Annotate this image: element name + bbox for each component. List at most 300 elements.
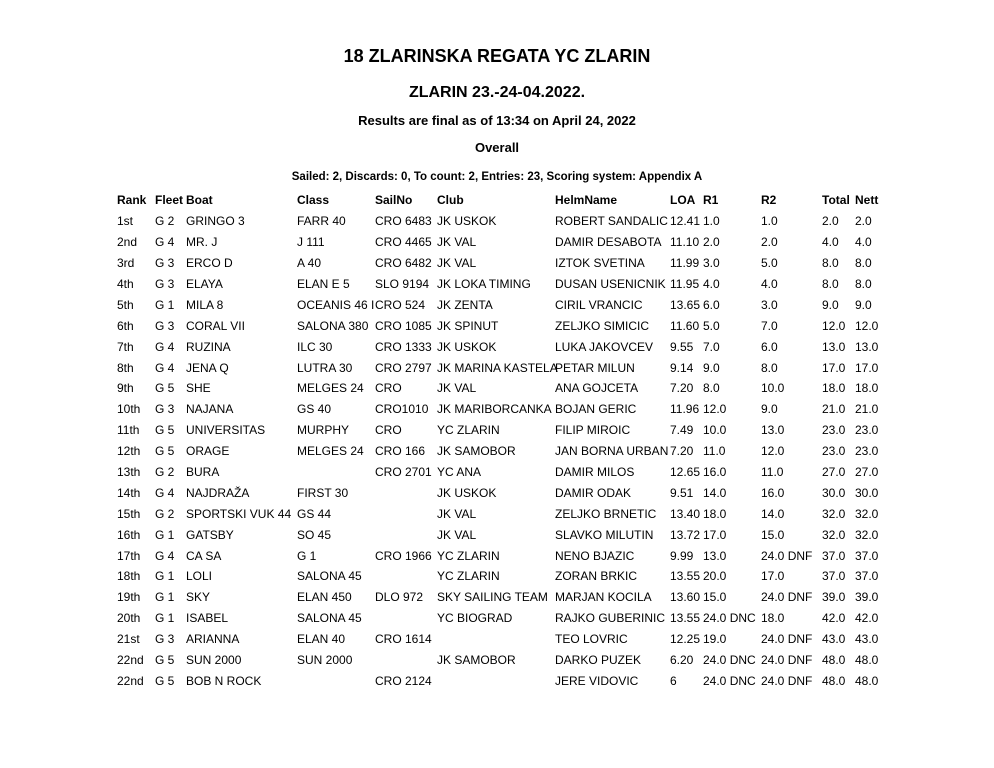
column-header-rank: Rank [117,193,147,208]
table-row [117,378,885,399]
cell-loa: 6 [670,673,677,688]
column-header-helmname: HelmName [555,193,618,208]
cell-nett: 27.0 [855,465,879,480]
cell-r2: 10.0 [761,381,785,396]
cell-club: JK SPINUT [437,318,499,333]
cell-sailno: CRO [375,423,402,438]
cell-fleet: G 3 [155,632,175,647]
cell-loa: 13.65 [670,297,701,312]
cell-class: ELAN E 5 [297,277,350,291]
cell-boat: SUN 2000 [186,653,242,668]
cell-club: JK USKOK [437,485,497,500]
cell-loa: 9.14 [670,360,694,375]
cell-sailno: CRO 1085 [375,318,432,333]
table-row [117,608,885,629]
cell-loa: 6.20 [670,653,694,668]
cell-class [297,462,375,483]
cell-class: OCEANIS 46 I [297,297,375,312]
cell-fleet: G 5 [155,673,175,688]
cell-r2: 24.0 DNF [761,548,813,563]
cell-boat: MR. J [186,235,218,250]
cell-rank: 3rd [117,256,135,271]
scoring-summary-line: Sailed: 2, Discards: 0, To count: 2, Entries: 23, Scoring system: Appendix A [291,171,703,183]
cell-helmname: CIRIL VRANCIC [555,297,643,312]
cell-r2: 8.0 [761,360,778,375]
cell-sailno [375,650,437,671]
table-row [117,441,885,462]
cell-loa: 11.95 [670,277,700,291]
cell-r2: 14.0 [761,506,785,521]
cell-fleet: G 5 [155,444,175,459]
cell-club: JK LOKA TIMING [437,277,531,291]
results-final-status: Results are final as of 13:34 on April 24, 2022 [358,113,636,128]
cell-r1: 1.0 [703,214,720,229]
table-row [117,670,885,691]
cell-r1: 12.0 [703,402,727,417]
cell-boat: SKY [186,590,211,605]
cell-fleet: G 1 [155,527,175,542]
cell-nett: 13.0 [855,339,879,354]
cell-sailno [375,482,437,503]
column-header-club: Club [437,193,464,208]
cell-helmname: ROBERT SANDALIC [555,214,668,229]
cell-club: JK VAL [437,256,477,271]
cell-boat: GRINGO 3 [186,214,245,229]
cell-r1: 6.0 [703,297,720,312]
cell-boat: SHE [186,381,211,396]
results-table [117,190,885,691]
cell-r2: 24.0 DNF [761,632,813,647]
cell-boat: BURA [186,465,220,480]
cell-r2: 24.0 DNF [761,673,813,688]
cell-sailno [375,503,437,524]
cell-fleet: G 3 [155,277,175,291]
cell-total: 48.0 [822,673,846,688]
cell-rank: 6th [117,318,134,333]
cell-loa: 11.60 [670,318,700,333]
cell-rank: 15th [117,506,141,521]
cell-boat: ERCO D [186,256,233,271]
cell-total: 48.0 [822,653,846,668]
section-heading-overall: Overall [474,140,520,155]
cell-fleet: G 5 [155,423,175,438]
cell-rank: 10th [117,402,141,417]
cell-loa: 9.99 [670,548,694,563]
cell-club: YC ZLARIN [437,548,500,563]
cell-loa: 13.60 [670,590,701,605]
cell-helmname: ZELJKO SIMICIC [555,318,650,333]
cell-total: 17.0 [822,360,846,375]
cell-r1: 5.0 [703,318,720,333]
cell-helmname: BOJAN GERIC [555,402,637,417]
cell-rank: 4th [117,277,134,291]
cell-sailno: CRO 1333 [375,339,432,354]
cell-r2: 16.0 [761,485,785,500]
cell-boat: ELAYA [186,277,223,291]
cell-r1: 19.0 [703,632,727,647]
cell-total: 9.0 [822,297,839,312]
cell-r2: 13.0 [761,423,785,438]
cell-class: MELGES 24 [297,444,364,459]
cell-helmname: ZORAN BRKIC [555,569,638,584]
cell-rank: 5th [117,297,134,312]
cell-helmname: JAN BORNA URBAN [555,444,669,459]
cell-helmname: IZTOK SVETINA [555,256,645,271]
column-header-nett: Nett [855,193,879,208]
column-header-fleet: Fleet [155,193,184,208]
cell-class: GS 40 [297,402,332,417]
cell-total: 27.0 [822,465,846,480]
cell-r1: 18.0 [703,506,727,521]
cell-loa: 12.41 [670,214,701,229]
cell-r1: 24.0 DNC [703,673,756,688]
cell-club: YC ZLARIN [437,423,500,438]
cell-club: JK ZENTA [437,297,493,312]
cell-boat: CA SA [186,548,222,563]
cell-nett: 30.0 [855,485,879,500]
table-row [117,545,885,566]
cell-fleet: G 1 [155,590,175,605]
cell-boat: ISABEL [186,611,229,626]
cell-nett: 32.0 [855,506,879,521]
cell-total: 23.0 [822,444,846,459]
cell-r2: 18.0 [761,611,785,626]
cell-sailno: CRO 4465 [375,235,432,250]
cell-loa: 9.55 [670,339,694,354]
cell-r2: 4.0 [761,277,778,291]
cell-r2: 24.0 DNF [761,590,813,605]
column-header-r1: R1 [703,193,719,208]
column-header-sailno: SailNo [375,193,413,208]
cell-total: 37.0 [822,569,846,584]
table-row [117,503,885,524]
cell-rank: 16th [117,527,141,542]
cell-nett: 8.0 [855,277,872,291]
cell-boat: GATSBY [186,527,234,542]
cell-club: JK VAL [437,527,477,542]
cell-helmname: PETAR MILUN [555,360,635,375]
cell-loa: 9.51 [670,485,694,500]
table-row [117,399,885,420]
cell-fleet: G 3 [155,256,175,271]
cell-club: JK SAMOBOR [437,444,516,459]
cell-r2: 3.0 [761,297,778,312]
cell-total: 39.0 [822,590,846,605]
cell-r1: 7.0 [703,339,720,354]
cell-sailno: CRO [375,381,402,396]
cell-r1: 20.0 [703,569,727,584]
cell-sailno: CRO 6482 [375,256,432,271]
cell-r2: 7.0 [761,318,778,333]
cell-total: 32.0 [822,506,846,521]
cell-sailno: CRO 1966 [375,548,432,563]
cell-r1: 9.0 [703,360,720,375]
cell-rank: 1st [117,214,134,229]
column-header-class: Class [297,193,330,208]
cell-club: JK SAMOBOR [437,653,516,668]
cell-class: MELGES 24 [297,381,364,396]
cell-club: JK VAL [437,235,477,250]
cell-boat: NAJDRAŽA [186,485,250,500]
cell-rank: 22nd [117,653,144,668]
cell-r1: 24.0 DNC [703,611,756,626]
cell-boat: JENA Q [186,360,229,375]
cell-r2: 5.0 [761,256,778,271]
cell-fleet: G 4 [155,360,175,375]
cell-nett: 43.0 [855,632,879,647]
cell-class: FARR 40 [297,214,346,229]
cell-loa: 7.20 [670,381,694,396]
cell-boat: ARIANNA [186,632,240,647]
cell-loa: 13.72 [670,527,701,542]
cell-nett: 42.0 [855,611,879,626]
table-row [117,294,885,315]
cell-loa: 7.49 [670,423,694,438]
cell-class [297,670,375,691]
cell-rank: 20th [117,611,141,626]
table-row [117,524,885,545]
cell-club [437,670,555,691]
cell-fleet: G 5 [155,653,175,668]
cell-helmname: RAJKO GUBERINIC [555,611,666,626]
cell-r1: 4.0 [703,277,720,291]
cell-nett: 23.0 [855,444,879,459]
cell-helmname: ZELJKO BRNETIC [555,506,657,521]
table-row [117,587,885,608]
cell-loa: 13.55 [670,569,701,584]
cell-boat: MILA 8 [186,297,224,312]
cell-nett: 4.0 [855,235,872,250]
cell-total: 12.0 [822,318,846,333]
cell-r2: 9.0 [761,402,778,417]
cell-nett: 23.0 [855,423,879,438]
cell-fleet: G 4 [155,339,175,354]
cell-loa: 13.40 [670,506,701,521]
cell-helmname: DARKO PUZEK [555,653,642,668]
cell-r2: 11.0 [761,465,784,480]
cell-sailno: CRO 524 [375,297,426,312]
cell-boat: SPORTSKI VUK 44 [186,506,292,521]
cell-helmname: DAMIR MILOS [555,465,635,480]
cell-rank: 17th [117,548,141,563]
cell-rank: 19th [117,590,141,605]
cell-loa: 12.65 [670,465,701,480]
cell-fleet: G 3 [155,318,175,333]
cell-nett: 18.0 [855,381,879,396]
cell-sailno: CRO1010 [375,402,429,417]
cell-total: 32.0 [822,527,846,542]
table-row [117,211,885,232]
cell-r2: 24.0 DNF [761,653,813,668]
cell-total: 37.0 [822,548,846,563]
cell-fleet: G 2 [155,214,175,229]
cell-class: ELAN 40 [297,632,346,647]
table-row [117,274,885,295]
cell-boat: ORAGE [186,444,230,459]
cell-r2: 17.0 [761,569,785,584]
cell-club: JK VAL [437,381,477,396]
cell-r1: 16.0 [703,465,727,480]
cell-class: MURPHY [297,423,350,438]
table-row [117,315,885,336]
cell-sailno: CRO 1614 [375,632,432,647]
cell-r1: 15.0 [703,590,727,605]
cell-helmname: ANA GOJCETA [555,381,639,396]
cell-nett: 12.0 [855,318,879,333]
table-row [117,650,885,671]
cell-r2: 12.0 [761,444,785,459]
cell-loa: 7.20 [670,444,694,459]
cell-rank: 7th [117,339,134,354]
cell-class: ELAN 450 [297,590,352,605]
cell-sailno: CRO 2701 [375,465,432,480]
cell-boat: UNIVERSITAS [186,423,266,438]
cell-total: 21.0 [822,402,846,417]
cell-r2: 15.0 [761,527,785,542]
cell-sailno [375,566,437,587]
column-header-boat: Boat [186,193,213,208]
cell-sailno: CRO 6483 [375,214,432,229]
cell-total: 18.0 [822,381,846,396]
cell-nett: 32.0 [855,527,879,542]
cell-fleet: G 1 [155,569,175,584]
cell-rank: 13th [117,465,141,480]
cell-boat: CORAL VII [186,318,245,333]
cell-nett: 48.0 [855,673,879,688]
cell-nett: 17.0 [855,360,879,375]
cell-club: JK MARINA KASTELA [437,360,558,375]
cell-rank: 8th [117,360,134,375]
cell-boat: RUZINA [186,339,231,354]
cell-sailno [375,608,437,629]
table-row [117,357,885,378]
cell-helmname: FILIP MIROIC [555,423,631,438]
cell-rank: 14th [117,485,141,500]
regatta-location-dates: ZLARIN 23.-24-04.2022. [408,84,586,101]
cell-nett: 8.0 [855,256,872,271]
cell-class: A 40 [297,256,322,271]
cell-class: SO 45 [297,527,332,542]
results-table-header-row [117,190,885,211]
cell-nett: 21.0 [855,402,879,417]
cell-r1: 3.0 [703,256,720,271]
cell-rank: 18th [117,569,141,584]
cell-loa: 11.10 [670,235,700,250]
cell-class: SUN 2000 [297,653,353,668]
cell-fleet: G 2 [155,506,175,521]
cell-club: JK MARIBORCANKA [437,402,552,417]
cell-fleet: G 3 [155,402,175,417]
cell-total: 30.0 [822,485,846,500]
cell-total: 4.0 [822,235,839,250]
cell-helmname: NENO BJAZIC [555,548,635,563]
regatta-title: 18 ZLARINSKA REGATA YC ZLARIN [343,46,651,66]
table-row [117,336,885,357]
cell-club: YC BIOGRAD [437,611,513,626]
cell-total: 13.0 [822,339,846,354]
cell-rank: 9th [117,381,134,396]
cell-rank: 12th [117,444,141,459]
cell-nett: 39.0 [855,590,879,605]
cell-sailno: SLO 9194 [375,277,430,291]
cell-class: SALONA 45 [297,611,362,626]
cell-club: SKY SAILING TEAM [437,590,548,605]
cell-sailno: CRO 166 [375,444,426,459]
cell-loa: 12.25 [670,632,701,647]
cell-r1: 14.0 [703,485,727,500]
cell-total: 8.0 [822,256,839,271]
cell-sailno [375,524,437,545]
table-row [117,420,885,441]
cell-fleet: G 5 [155,381,175,396]
cell-r1: 11.0 [703,444,726,459]
cell-helmname: SLAVKO MILUTIN [555,527,654,542]
cell-club: YC ANA [437,465,482,480]
cell-helmname: LUKA JAKOVCEV [555,339,654,354]
cell-class: FIRST 30 [297,485,349,500]
cell-loa: 11.96 [670,402,700,417]
cell-sailno: CRO 2124 [375,673,432,688]
cell-sailno: DLO 972 [375,590,424,605]
cell-helmname: JERE VIDOVIC [555,673,639,688]
cell-loa: 11.99 [670,256,700,271]
cell-sailno: CRO 2797 [375,360,432,375]
cell-club [437,629,555,650]
cell-rank: 21st [117,632,140,647]
cell-total: 42.0 [822,611,846,626]
cell-r2: 2.0 [761,235,778,250]
column-header-loa: LOA [670,193,696,208]
results-table-body [117,211,885,691]
cell-fleet: G 1 [155,297,175,312]
table-row [117,462,885,483]
cell-r2: 1.0 [761,214,778,229]
table-row [117,253,885,274]
table-row [117,232,885,253]
table-row [117,482,885,503]
cell-class: SALONA 380 [297,318,369,333]
cell-r1: 8.0 [703,381,720,396]
table-row [117,566,885,587]
cell-r1: 2.0 [703,235,720,250]
cell-nett: 48.0 [855,653,879,668]
cell-class: ILC 30 [297,339,333,354]
cell-boat: NAJANA [186,402,234,417]
cell-club: JK USKOK [437,339,497,354]
cell-nett: 37.0 [855,569,879,584]
cell-nett: 9.0 [855,297,872,312]
cell-rank: 2nd [117,235,138,250]
cell-fleet: G 4 [155,235,175,250]
cell-club: YC ZLARIN [437,569,500,584]
cell-r1: 17.0 [703,527,727,542]
cell-helmname: MARJAN KOCILA [555,590,652,605]
cell-club: JK USKOK [437,214,497,229]
cell-class: LUTRA 30 [297,360,353,375]
cell-club: JK VAL [437,506,477,521]
table-row [117,629,885,650]
cell-helmname: DUSAN USENICNIK [555,277,666,291]
cell-class: J 111 [297,235,325,250]
cell-total: 43.0 [822,632,846,647]
cell-r2: 6.0 [761,339,778,354]
cell-r1: 13.0 [703,548,727,563]
cell-class: SALONA 45 [297,569,362,584]
cell-rank: 22nd [117,673,144,688]
cell-fleet: G 2 [155,465,175,480]
column-header-r2: R2 [761,193,777,208]
cell-nett: 2.0 [855,214,872,229]
